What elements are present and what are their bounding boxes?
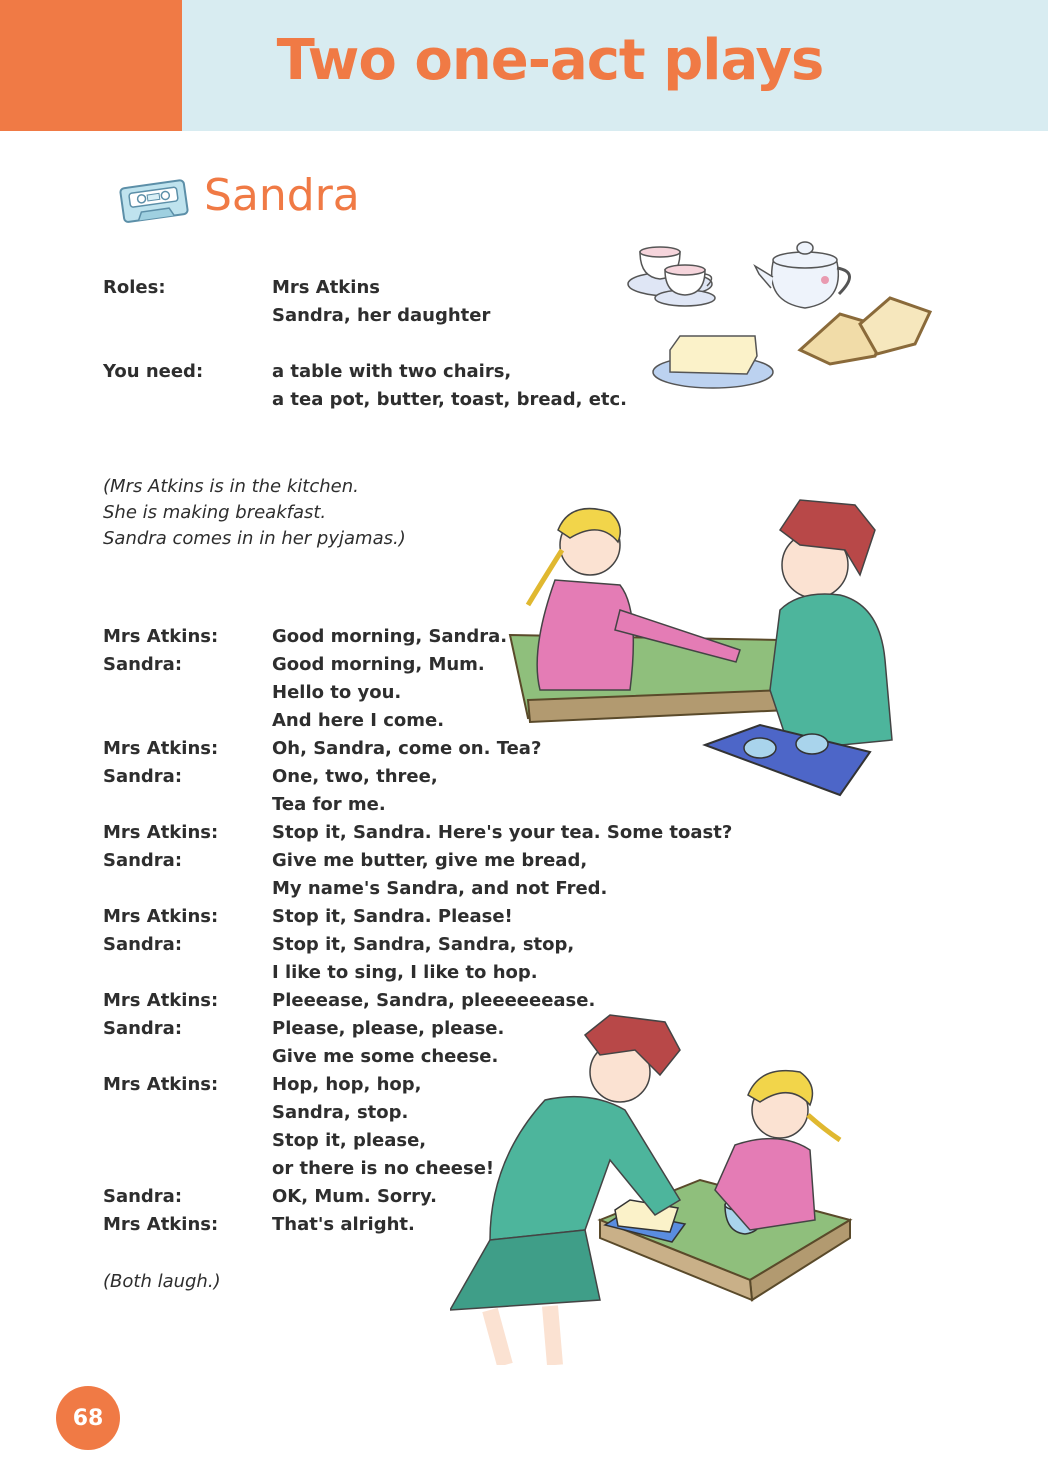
dialogue-line: Stop it, please, [272, 1130, 427, 1151]
roles-label: Roles: [103, 277, 166, 298]
speaker-label: Sandra: [103, 1186, 183, 1207]
dialogue-line: Good morning, Sandra. [272, 626, 508, 647]
butter-table-illustration [450, 1010, 870, 1369]
speaker-label: Mrs Atkins: [103, 626, 219, 647]
dialogue-line: Sandra, stop. [272, 1102, 409, 1123]
speaker-label: Sandra: [103, 1018, 183, 1039]
dialogue-line: Stop it, Sandra, Sandra, stop, [272, 934, 575, 955]
dialogue-line: Give me butter, give me bread, [272, 850, 588, 871]
speaker-label: Mrs Atkins: [103, 1214, 219, 1235]
page-number: 68 [56, 1386, 120, 1450]
dialogue-line: One, two, three, [272, 766, 438, 787]
dialogue-line: OK, Mum. Sorry. [272, 1186, 437, 1207]
dialogue-line: My name's Sandra, and not Fred. [272, 878, 608, 899]
speaker-label: Sandra: [103, 850, 183, 871]
section-title: Sandra [204, 170, 360, 221]
dialogue-line: or there is no cheese! [272, 1158, 495, 1179]
dialogue-line: Stop it, Sandra. Please! [272, 906, 513, 927]
speaker-label: Mrs Atkins: [103, 738, 219, 759]
speaker-label: Sandra: [103, 766, 183, 787]
dialogue-line: Hello to you. [272, 682, 402, 703]
speaker-label: Mrs Atkins: [103, 906, 219, 927]
stage-direction-end: (Both laugh.) [103, 1271, 221, 1292]
dialogue-line: I like to sing, I like to hop. [272, 962, 538, 983]
dialogue-line: Please, please, please. [272, 1018, 505, 1039]
dialogue-line: Oh, Sandra, come on. Tea? [272, 738, 542, 759]
role-item: Mrs Atkins [272, 277, 380, 298]
dialogue-line: Tea for me. [272, 794, 386, 815]
stage-direction-line: Sandra comes in in her pyjamas.) [103, 528, 406, 549]
dialogue-line: Stop it, Sandra. Here's your tea. Some toast? [272, 822, 733, 843]
breakfast-items-illustration [625, 232, 945, 401]
role-item: Sandra, her daughter [272, 305, 491, 326]
dialogue-line: Give me some cheese. [272, 1046, 499, 1067]
speaker-label: Mrs Atkins: [103, 990, 219, 1011]
speaker-label: Mrs Atkins: [103, 822, 219, 843]
needs-label: You need: [103, 361, 204, 382]
dialogue-line: Pleeease, Sandra, pleeeeeease. [272, 990, 596, 1011]
stage-direction-line: (Mrs Atkins is in the kitchen. [103, 476, 359, 497]
breakfast-table-illustration [500, 490, 920, 804]
dialogue-line: Good morning, Mum. [272, 654, 485, 675]
speaker-label: Mrs Atkins: [103, 1074, 219, 1095]
dialogue-line: That's alright. [272, 1214, 415, 1235]
dialogue-line: Hop, hop, hop, [272, 1074, 422, 1095]
header-orange-block [0, 0, 182, 131]
speaker-label: Sandra: [103, 934, 183, 955]
page-title: Two one-act plays [276, 28, 824, 93]
stage-direction-line: She is making breakfast. [103, 502, 327, 523]
speaker-label: Sandra: [103, 654, 183, 675]
dialogue-line: And here I come. [272, 710, 445, 731]
cassette-icon [118, 178, 192, 228]
needs-item: a table with two chairs, [272, 361, 512, 382]
needs-item: a tea pot, butter, toast, bread, etc. [272, 389, 628, 410]
